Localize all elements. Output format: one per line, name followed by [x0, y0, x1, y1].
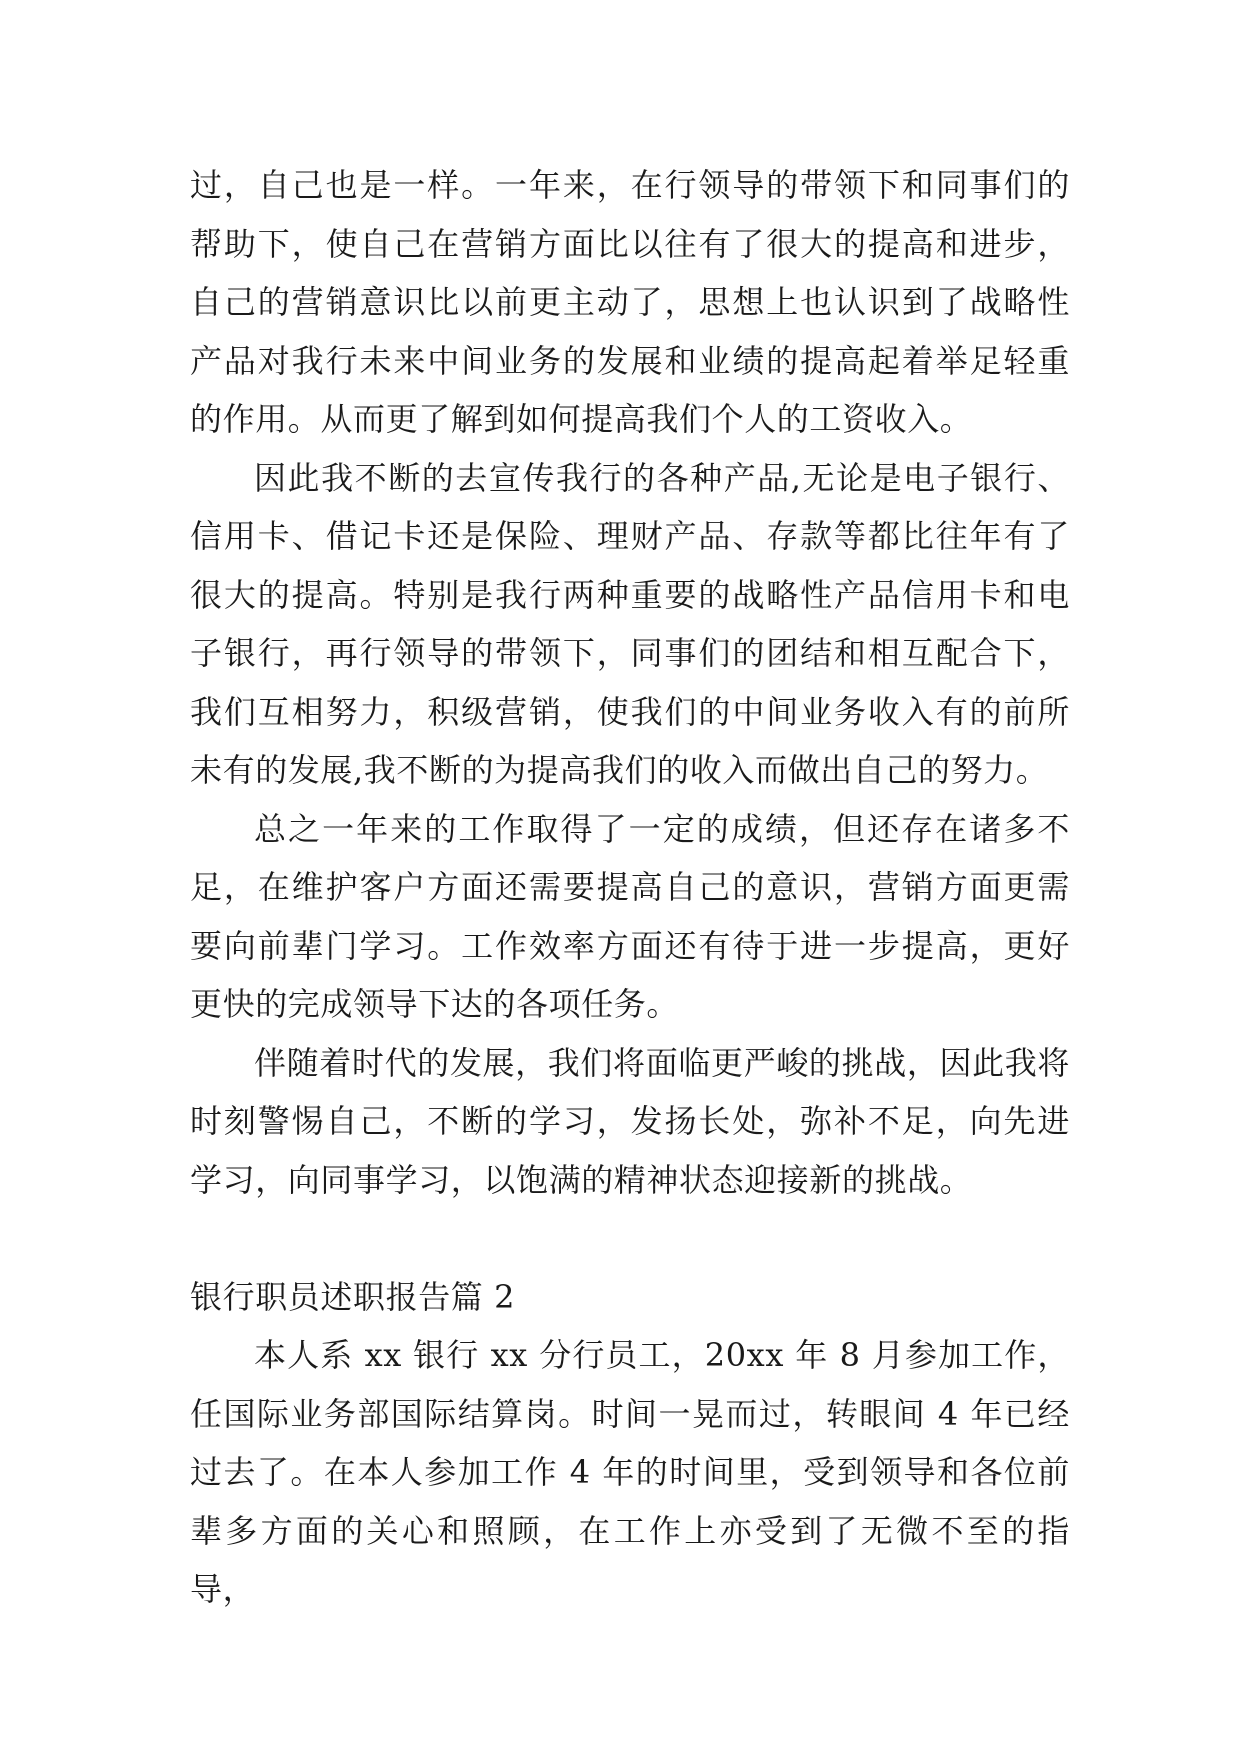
paragraph-outlook: 伴随着时代的发展，我们将面临更严峻的挑战，因此我将时刻警惕自己，不断的学习，发扬长处，弥补不足，向先进学习，向同事学习，以饱满的精神状态迎接新的挑战。 [190, 1043, 1070, 1199]
paragraph-continuation: 过，自己也是一样。一年来，在行领导的带领下和同事们的帮助下，使自己在营销方面比以往有了很大的提高和进步，自己的营销意识比以前更主动了，思想上也认识到了战略性产品对我行未来中间业务的发展和业绩的提高起着举足轻重的作用。从而更了解到如何提高我们个人的工资收入。 [190, 166, 1070, 438]
document-body [190, 156, 1070, 1619]
paragraph-introduction: 本人系 xx 银行 xx 分行员工，20xx 年 8 月参加工作，任国际业务部国际结算岗。时间一晃而过，转眼间 4 年已经过去了。在本人参加工作 4 年的时间里，受到领导和各位前辈多方面的关心和照顾，在工作上亦受到了无微不至的指导， [190, 1336, 1070, 1608]
paragraph-products: 因此我不断的去宣传我行的各种产品,无论是电子银行、信用卡、借记卡还是保险、理财产品、存款等都比往年有了很大的提高。特别是我行两种重要的战略性产品信用卡和电子银行，再行领导的带领下，同事们的团结和相互配合下，我们互相努力，积级营销，使我们的中间业务收入有的前所未有的发展,我不断的为提高我们的收入而做出自己的努力。 [190, 458, 1070, 789]
section-heading: 银行职员述职报告篇 2 [190, 1277, 516, 1316]
paragraph-summary: 总之一年来的工作取得了一定的成绩，但还存在诸多不足，在维护客户方面还需要提高自己的意识，营销方面更需要向前辈门学习。工作效率方面还有待于进一步提高，更好更快的完成领导下达的各项任务。 [190, 809, 1070, 1023]
